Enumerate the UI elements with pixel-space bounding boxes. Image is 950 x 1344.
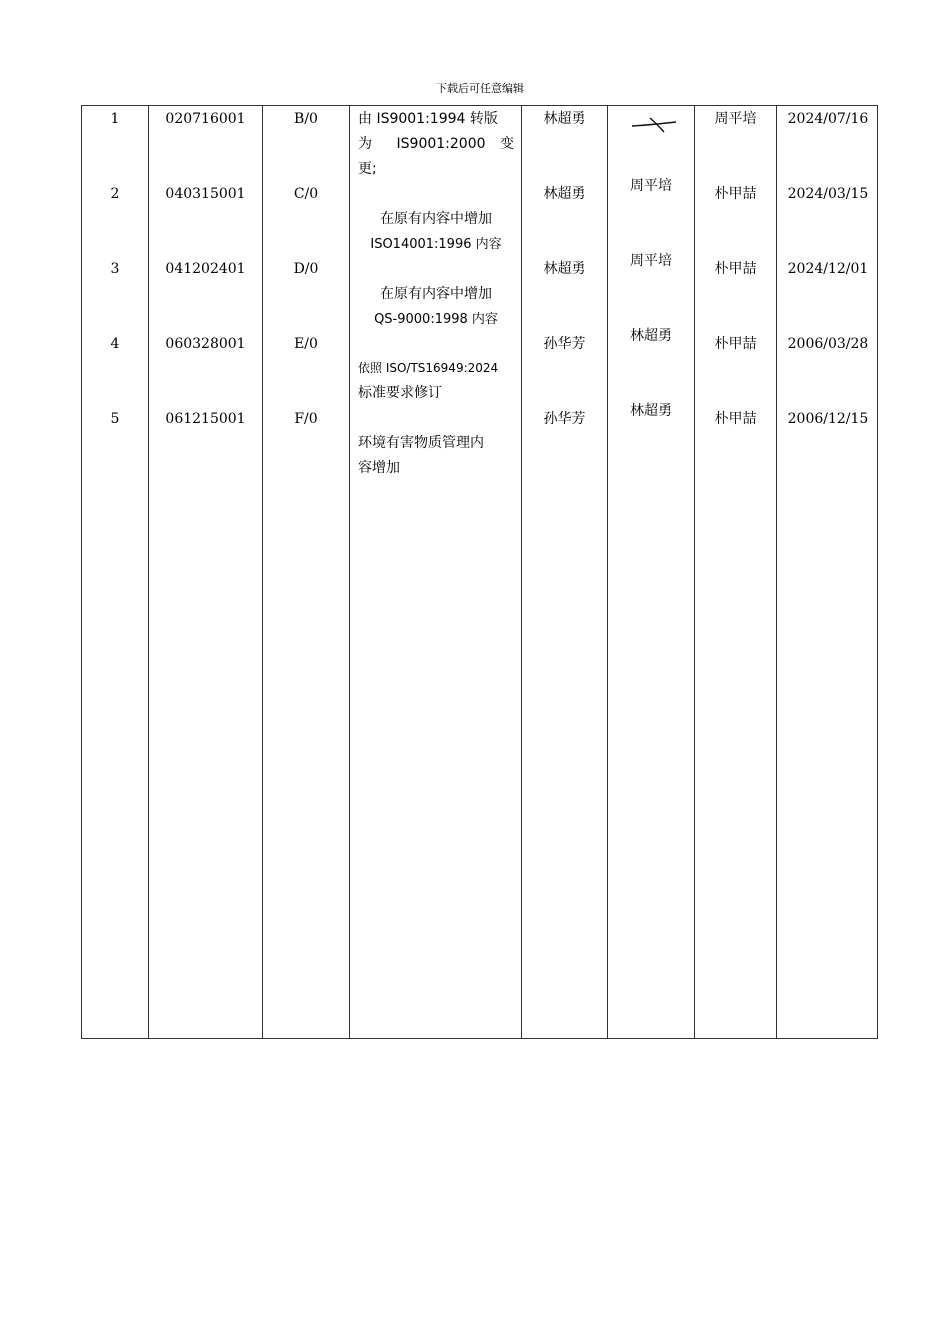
column-divider [148,106,149,1038]
version: B/0 [294,111,318,127]
drafter: 孙华芳 [543,411,586,427]
revision-description [358,107,514,182]
version: F/0 [294,411,318,427]
description-line: QS-9000:1998 内容 [374,312,498,327]
column-divider [607,106,608,1038]
header-note: 下载后可任意编辑 [436,82,524,95]
document-code: 020716001 [165,111,246,127]
column-divider [521,106,522,1038]
reviewer: 周平培 [630,178,672,194]
row-number: 2 [110,186,120,202]
revision-description [358,431,514,481]
row-number: 1 [110,111,120,127]
version: D/0 [293,261,319,277]
description-line: 容增加 [358,460,400,476]
revision-table [81,105,878,1039]
reviewer: 周平培 [630,253,672,269]
description-line: 在原有内容中增加 [380,286,492,302]
description-line: 由 IS9001:1994 转版 [358,111,498,127]
row-number: 5 [110,411,120,427]
description-line: 在原有内容中增加 [380,211,492,227]
column-divider [262,106,263,1038]
row-number: 4 [110,336,120,352]
row-number: 3 [110,261,120,277]
description-line: 更; [358,161,377,177]
document-code: 061215001 [165,411,246,427]
description-line: 依照 ISO/TS16949:2024 [358,361,499,375]
version: E/0 [294,336,318,352]
drafter: 林超勇 [543,186,586,202]
approver: 朴甲喆 [714,261,757,277]
revision-description [358,207,514,257]
document-code: 041202401 [165,261,246,277]
date: 2006/03/28 [787,336,869,352]
description-line: 为 IS9001:2000 变 [358,136,514,152]
document-code: 060328001 [165,336,246,352]
reviewer: 林超勇 [630,403,672,419]
column-divider [694,106,695,1038]
column-divider [776,106,777,1038]
approver: 朴甲喆 [714,186,757,202]
approver: 朴甲喆 [714,411,757,427]
document-code: 040315001 [165,186,246,202]
revision-description [358,282,514,332]
drafter: 孙华芳 [543,336,586,352]
description-line: 环境有害物质管理内 [358,435,484,451]
date: 2024/03/15 [787,186,869,202]
version: C/0 [293,186,319,202]
date: 2024/12/01 [787,261,869,277]
reviewer-signature [630,114,678,134]
approver: 周平培 [714,111,757,127]
date: 2006/12/15 [787,411,869,427]
column-divider [349,106,350,1038]
drafter: 林超勇 [543,111,586,127]
description-line: ISO14001:1996 内容 [370,237,502,252]
reviewer: 林超勇 [630,328,672,344]
revision-description [358,356,514,406]
approver: 朴甲喆 [714,336,757,352]
date: 2024/07/16 [787,111,869,127]
description-line: 标准要求修订 [358,385,442,401]
drafter: 林超勇 [543,261,586,277]
